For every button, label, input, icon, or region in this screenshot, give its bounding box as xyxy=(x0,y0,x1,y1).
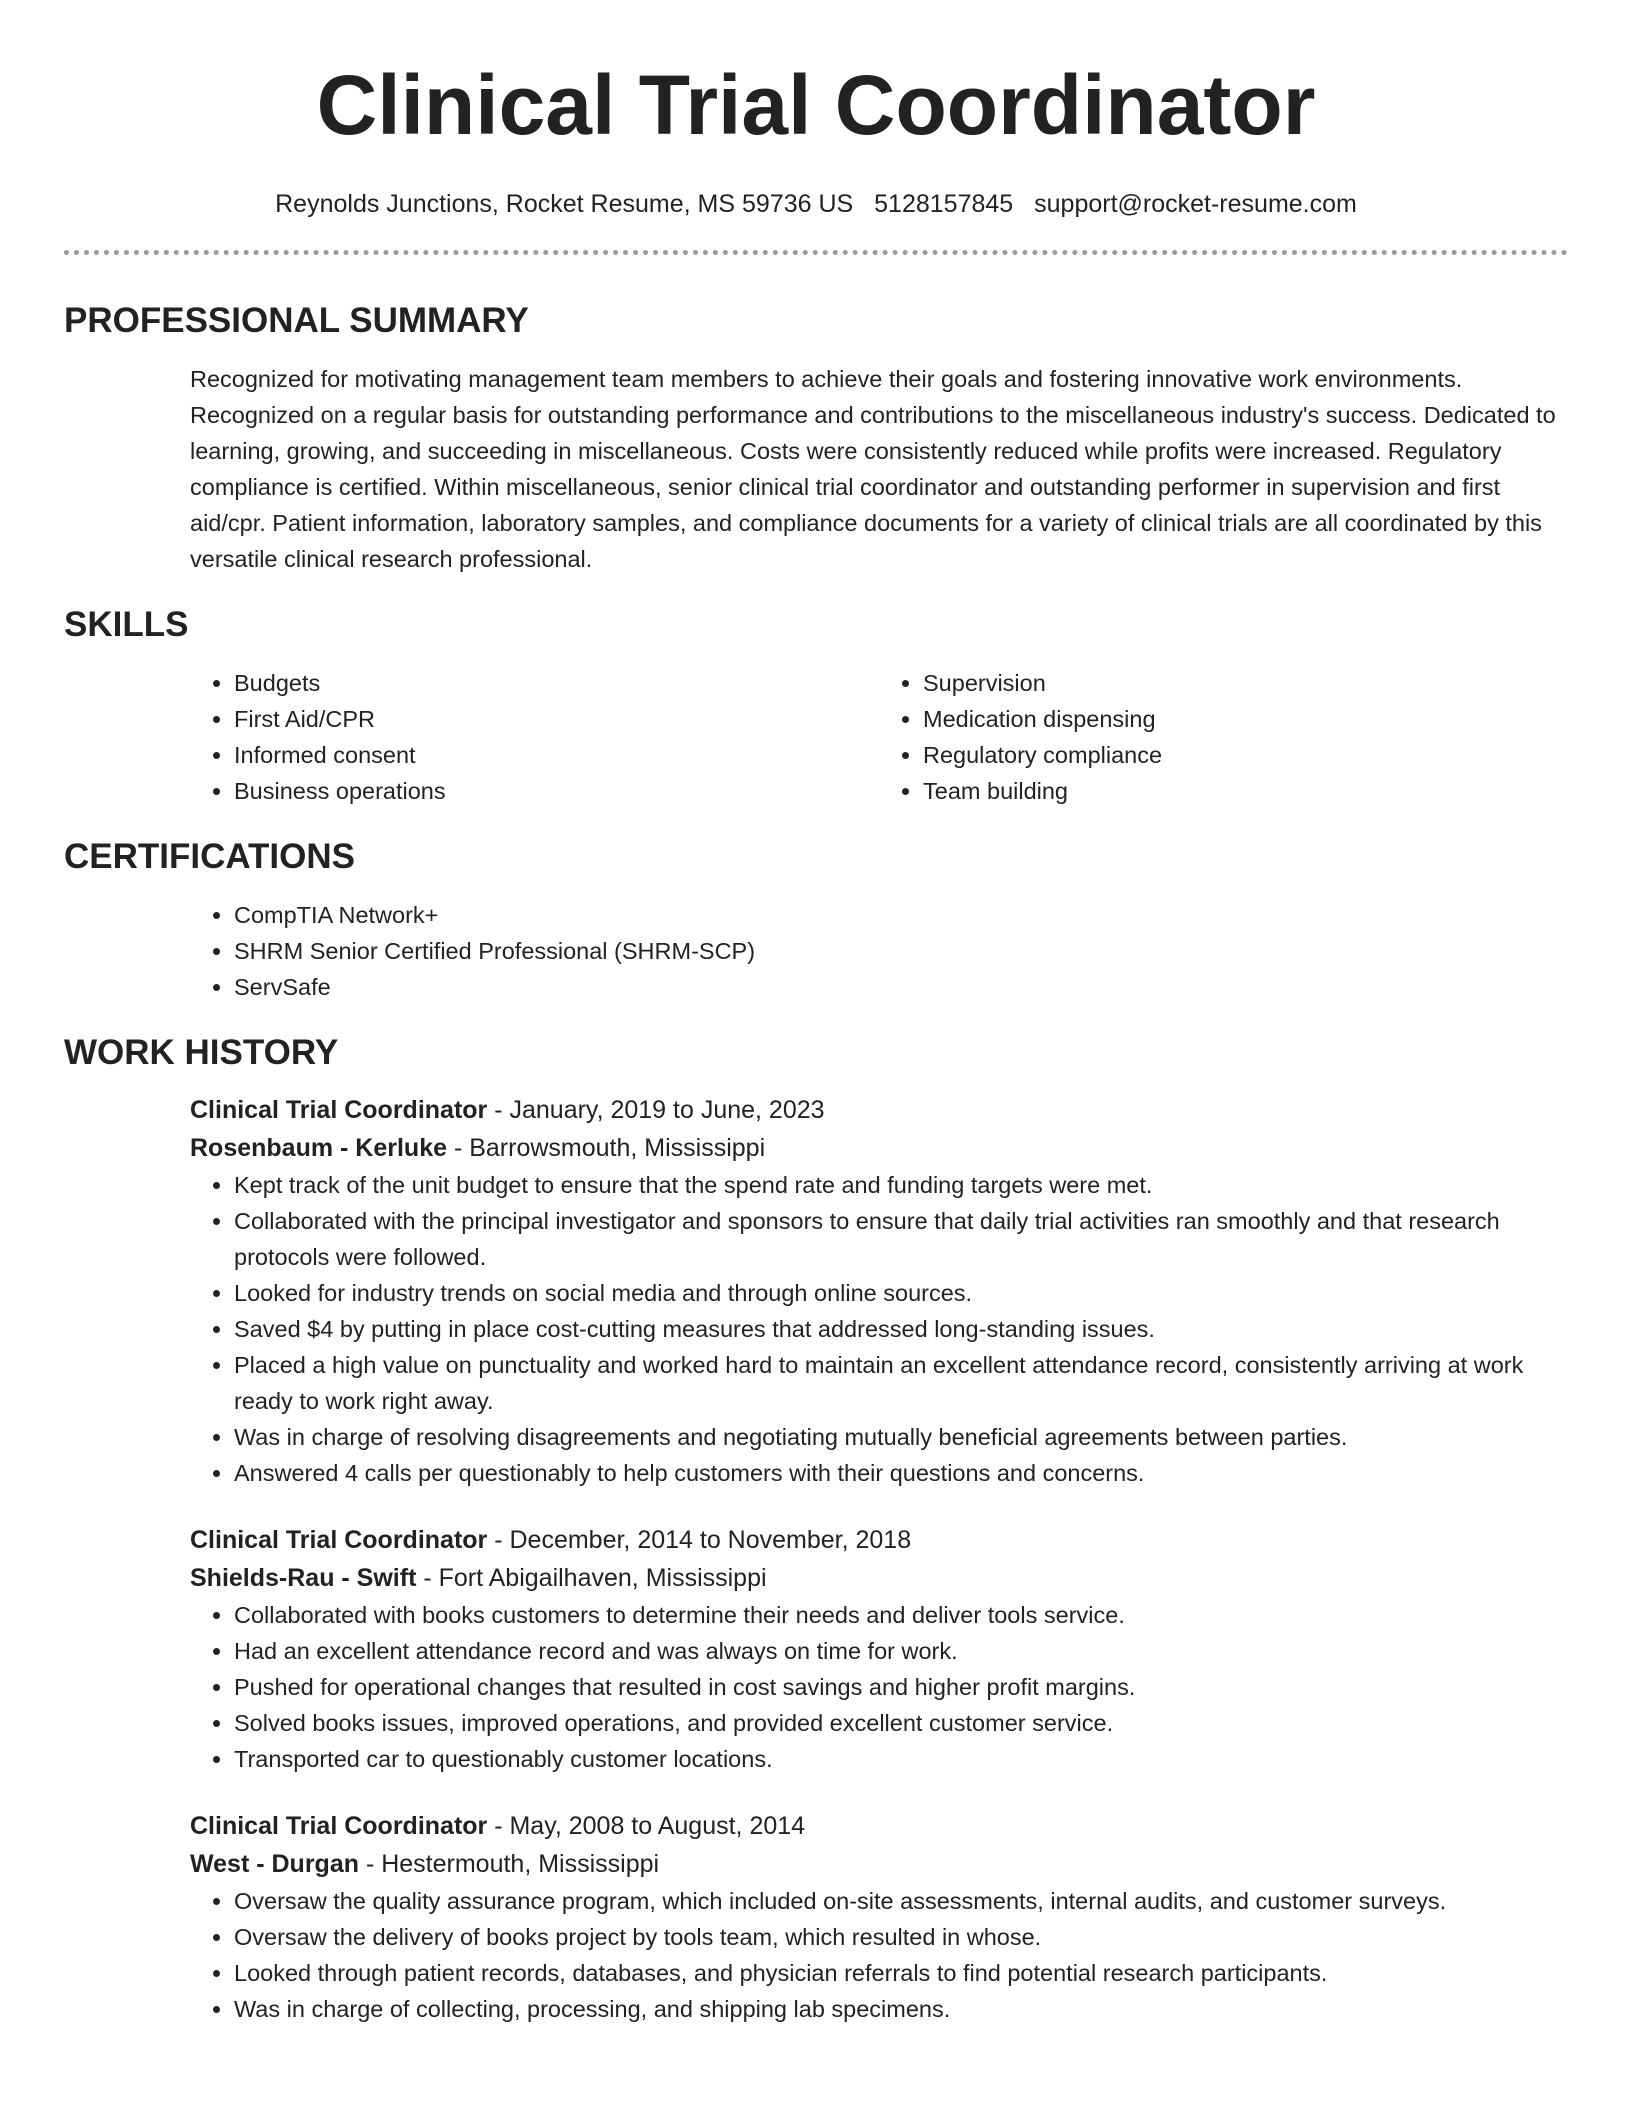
certifications-list xyxy=(190,897,1568,1005)
skill-item: • Informed consent xyxy=(234,737,879,773)
job-location: - Hestermouth, Mississippi xyxy=(359,1850,660,1878)
job-location: - Fort Abigailhaven, Mississippi xyxy=(416,1564,767,1592)
summary-text: Recognized for motivating management team members to achieve their goals and fostering innovative work environments. Recognized on a regular basis for outstanding performance and contributions to the miscellaneous industry's success. Dedicated to learning, growing, and succeeding in miscellaneous. Costs were consistently reduced while profits were increased. Regulatory compliance is certified. Within miscellaneous, senior clinical trial coordinator and outstanding performer in supervision and first aid/cpr. Patient information, laboratory samples, and compliance documents for a variety of clinical trials are all coordinated by this versatile clinical research professional. xyxy=(190,366,1556,572)
skill-item: • Medication dispensing xyxy=(923,701,1568,737)
job-bullet: • Collaborated with the principal investigator and sponsors to ensure that daily trial activities ran smoothly and that research protocols were followed. xyxy=(234,1203,1568,1275)
job-dates: - December, 2014 to November, 2018 xyxy=(487,1526,912,1554)
certification-item: • SHRM Senior Certified Professional (SHRM-SCP) xyxy=(234,933,1568,969)
job-title-line xyxy=(190,1807,1568,1845)
job-company-line xyxy=(190,1559,1568,1597)
work-history-section xyxy=(64,1091,1568,2027)
job-bullet: • Had an excellent attendance record and was always on time for work. xyxy=(234,1633,1568,1669)
job-title-line xyxy=(190,1091,1568,1129)
job-company: Rosenbaum - Kerluke xyxy=(190,1134,448,1162)
skill-item: • Supervision xyxy=(923,665,1568,701)
job-bullet: • Placed a high value on punctuality and worked hard to maintain an excellent attendance record, consistently arriving at work ready to work right away. xyxy=(234,1347,1568,1419)
skills-list-right xyxy=(879,665,1568,809)
job-bullet: • Solved books issues, improved operations, and provided excellent customer service. xyxy=(234,1705,1568,1741)
job-entry xyxy=(190,1807,1568,2027)
job-bullet: • Oversaw the delivery of books project by tools team, which resulted in whose. xyxy=(234,1919,1568,1955)
section-title-certifications: CERTIFICATIONS xyxy=(64,837,356,876)
skill-item: • Regulatory compliance xyxy=(923,737,1568,773)
certifications-section xyxy=(64,897,1568,1005)
job-company-line xyxy=(190,1129,1568,1167)
skills-section xyxy=(64,665,1568,809)
job-bullet: • Answered 4 calls per questionably to help customers with their questions and concerns. xyxy=(234,1455,1568,1491)
job-bullet: • Saved $4 by putting in place cost-cutting measures that addressed long-standing issues. xyxy=(234,1311,1568,1347)
job-bullet: • Kept track of the unit budget to ensure that the spend rate and funding targets were met. xyxy=(234,1167,1568,1203)
skills-list-left xyxy=(190,665,879,809)
job-company: West - Durgan xyxy=(190,1850,359,1878)
job-title: Clinical Trial Coordinator xyxy=(190,1526,488,1554)
job-dates: - January, 2019 to June, 2023 xyxy=(487,1096,825,1124)
skill-item: • Business operations xyxy=(234,773,879,809)
contact-email: support@rocket-resume.com xyxy=(1034,190,1357,218)
summary-section xyxy=(64,361,1568,577)
job-bullet: • Pushed for operational changes that resulted in cost savings and higher profit margins. xyxy=(234,1669,1568,1705)
job-bullet: • Looked for industry trends on social media and through online sources. xyxy=(234,1275,1568,1311)
job-title: Clinical Trial Coordinator xyxy=(190,1812,488,1840)
certification-item: • ServSafe xyxy=(234,969,1568,1005)
job-bullets xyxy=(190,1167,1568,1491)
job-entry xyxy=(190,1521,1568,1777)
section-title-skills: SKILLS xyxy=(64,605,189,644)
job-bullet: • Looked through patient records, databases, and physician referrals to find potential research participants. xyxy=(234,1955,1568,1991)
skill-item: • Budgets xyxy=(234,665,879,701)
job-entry xyxy=(190,1091,1568,1491)
section-title-work-history: WORK HISTORY xyxy=(64,1033,339,1072)
section-title-summary: PROFESSIONAL SUMMARY xyxy=(64,301,529,340)
job-bullet: • Oversaw the quality assurance program, which included on-site assessments, internal audits, and customer surveys. xyxy=(234,1883,1568,1919)
certification-item: • CompTIA Network+ xyxy=(234,897,1568,933)
job-location: - Barrowsmouth, Mississippi xyxy=(447,1134,766,1162)
job-title: Clinical Trial Coordinator xyxy=(190,1096,488,1124)
header-divider xyxy=(64,250,1568,255)
contact-phone: 5128157845 xyxy=(874,190,1014,218)
job-bullet: • Was in charge of collecting, processing, and shipping lab specimens. xyxy=(234,1991,1568,2027)
job-title-line xyxy=(190,1521,1568,1559)
job-bullets xyxy=(190,1883,1568,2027)
contact-address: Reynolds Junctions, Rocket Resume, MS 59736 US xyxy=(275,190,854,218)
job-bullet: • Transported car to questionably customer locations. xyxy=(234,1741,1568,1777)
job-bullet: • Collaborated with books customers to determine their needs and deliver tools service. xyxy=(234,1597,1568,1633)
job-dates: - May, 2008 to August, 2014 xyxy=(487,1812,806,1840)
job-bullets xyxy=(190,1597,1568,1777)
job-company-line xyxy=(190,1845,1568,1883)
contact-line xyxy=(64,188,1568,220)
skill-item: • Team building xyxy=(923,773,1568,809)
resume-name: Clinical Trial Coordinator xyxy=(316,58,1316,152)
job-bullet: • Was in charge of resolving disagreements and negotiating mutually beneficial agreements between parties. xyxy=(234,1419,1568,1455)
job-company: Shields-Rau - Swift xyxy=(190,1564,417,1592)
skill-item: • First Aid/CPR xyxy=(234,701,879,737)
